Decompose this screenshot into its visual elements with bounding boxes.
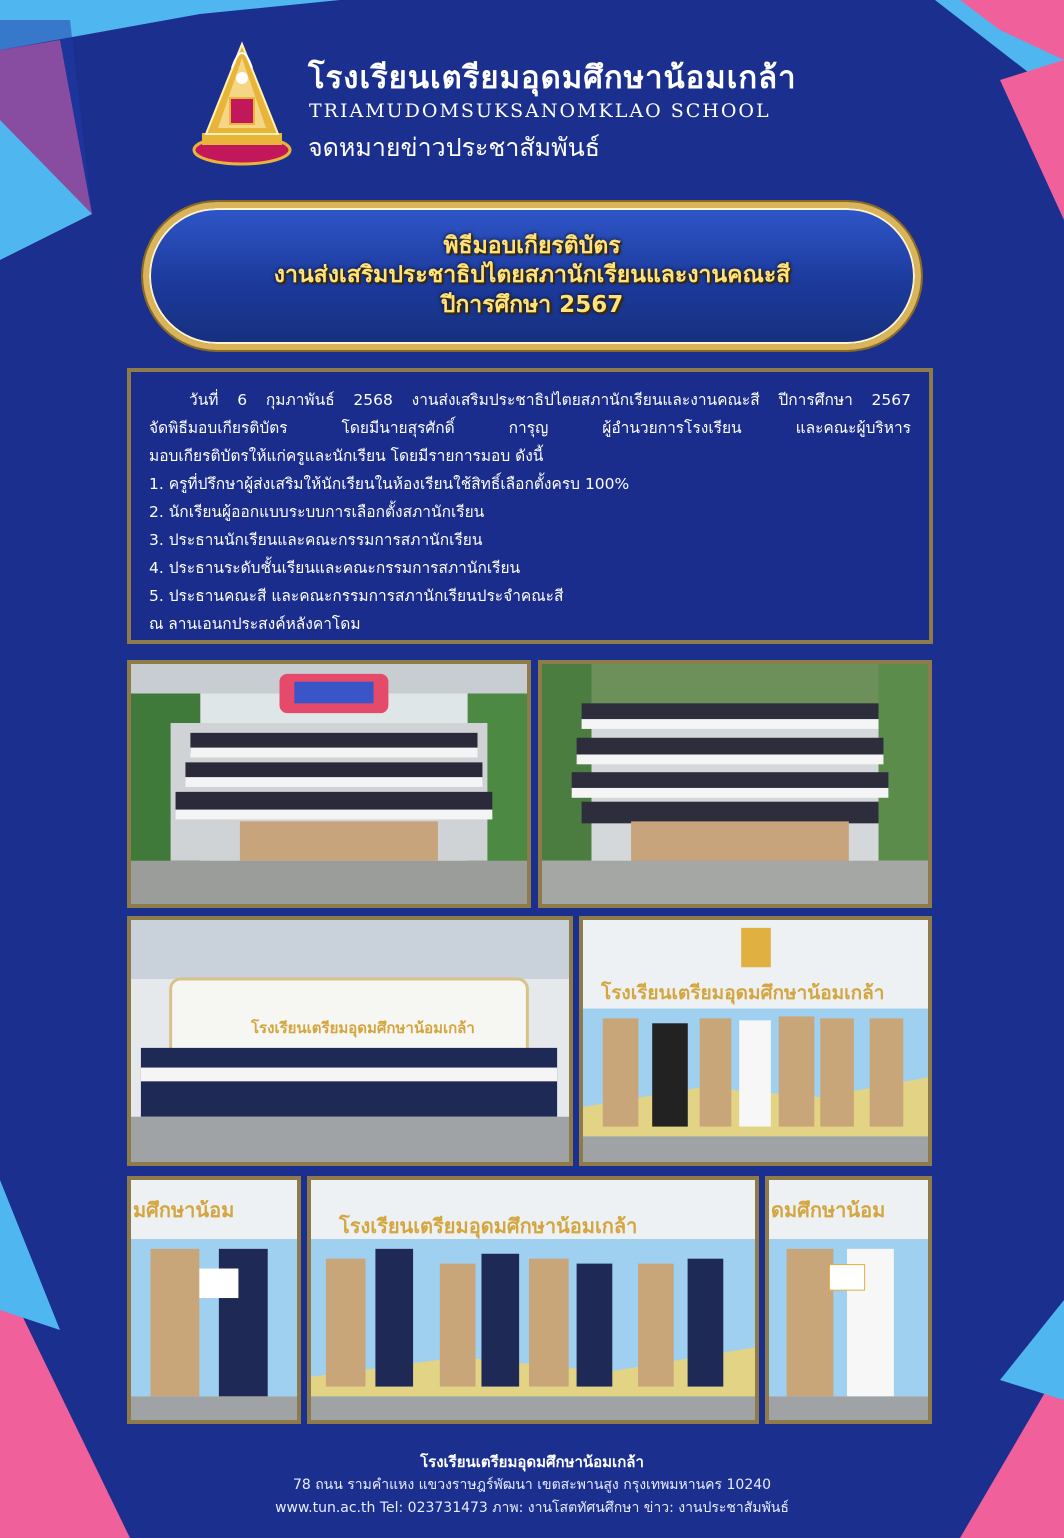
school-name-english: TRIAMUDOMSUKSANOMKLAO SCHOOL — [309, 100, 771, 122]
list-item: 4. ประธานระดับชั้นเรียนและคณะกรรมการสภานักเรียน — [149, 559, 521, 577]
news-body — [127, 368, 933, 644]
list-item: 5. ประธานคณะสี และคณะกรรมการสภานักเรียนประจำคณะสี — [149, 587, 564, 605]
title-line-3: ปีการศึกษา 2567 — [440, 291, 624, 318]
banner-text: โรงเรียนเตรียมอุดมศึกษาน้อมเกล้า — [339, 1214, 638, 1238]
intro-line-2: จัดพิธีมอบเกียรติบัตร โดยมีนายสุรศักดิ์ การุญ ผู้อำนวยการโรงเรียน และคณะผู้บริหาร — [149, 419, 911, 437]
list-item: 1. ครูที่ปรึกษาผู้ส่งเสริมให้นักเรียนในห้องเรียนใช้สิทธิ์เลือกตั้งครบ 100% — [149, 475, 630, 493]
footer-contact: www.tun.ac.th Tel: 023731473 ภาพ: งานโสตทัศนศึกษา ข่าว: งานประชาสัมพันธ์ — [275, 1500, 789, 1516]
photo-certificate-presentation-2 — [127, 1176, 301, 1424]
footer — [0, 1450, 1064, 1520]
school-logo — [192, 38, 292, 168]
photo-group-steps-2 — [538, 660, 932, 908]
footer-school-name: โรงเรียนเตรียมอุดมศึกษาน้อมเกล้า — [420, 1453, 644, 1471]
location-line: ณ ลานเอนกประสงค์หลังคาโดม — [149, 615, 361, 633]
photo-certificate-presentation-4 — [765, 1176, 932, 1424]
title-line-2: งานส่งเสริมประชาธิปไตยสภานักเรียนและงานคณะสี — [273, 262, 791, 289]
school-name-thai: โรงเรียนเตรียมอุดมศึกษาน้อมเกล้า — [308, 60, 797, 96]
banner-text: โรงเรียนเตรียมอุดมศึกษาน้อมเกล้า — [601, 982, 885, 1004]
photo-certificate-presentation-3 — [307, 1176, 759, 1424]
list-item: 2. นักเรียนผู้ออกแบบระบบการเลือกตั้งสภานักเรียน — [149, 503, 485, 521]
photo-group-school-sign — [127, 916, 573, 1166]
photo-group-steps-1 — [127, 660, 531, 908]
title-line-1: พิธีมอบเกียรติบัตร — [443, 232, 621, 259]
banner-text-cropped: มศึกษาน้อม — [133, 1198, 235, 1222]
newsletter-label: จดหมายข่าวประชาสัมพันธ์ — [308, 133, 600, 162]
banner-text-cropped: ดมศึกษาน้อม — [771, 1198, 886, 1222]
intro-line-3: มอบเกียรติบัตรให้แก่ครูและนักเรียน โดยมีรายการมอบ ดังนี้ — [149, 447, 544, 465]
footer-address: 78 ถนน รามคำแหง แขวงราษฎร์พัฒนา เขตสะพานสูง กรุงเทพมหานคร 10240 — [292, 1477, 772, 1493]
intro-line-1: วันที่ 6 กุมภาพันธ์ 2568 งานส่งเสริมประชาธิปไตยสภานักเรียนและงานคณะสี ปีการศึกษา 2567 — [189, 391, 911, 409]
title-banner — [143, 202, 921, 350]
list-item: 3. ประธานนักเรียนและคณะกรรมการสภานักเรียน — [149, 531, 483, 549]
photo-certificate-presentation-1 — [579, 916, 932, 1166]
banner-text: โรงเรียนเตรียมอุดมศึกษาน้อมเกล้า — [251, 1019, 475, 1037]
